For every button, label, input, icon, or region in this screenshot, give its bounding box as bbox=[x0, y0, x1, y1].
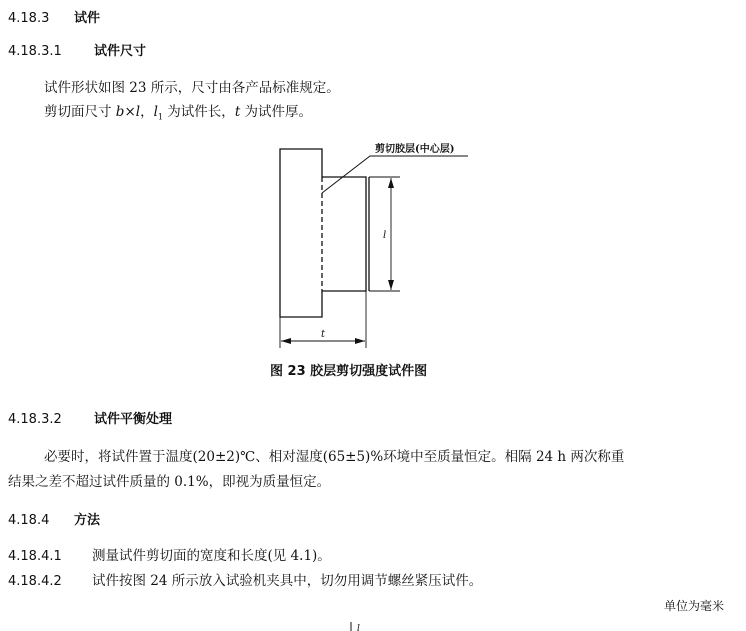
section-number: 4.18.4 bbox=[8, 513, 50, 528]
list-item bbox=[8, 569, 482, 589]
var-t: t bbox=[234, 104, 241, 120]
arrow-l-top bbox=[388, 178, 394, 188]
dimension-label-t: t bbox=[321, 329, 326, 340]
paragraph-conditioning-line2: 结果之差不超过试件质量的 0.1%，即视为质量恒定。 bbox=[8, 474, 331, 490]
heading-4-18-4 bbox=[8, 509, 100, 528]
times-sign: × bbox=[124, 104, 136, 120]
figure-caption: 图 23 胶层剪切强度试件图 bbox=[270, 364, 428, 379]
item-text: 测量试件剪切面的宽度和长度(见 4.1)。 bbox=[92, 548, 331, 564]
dimension-label-l: l bbox=[383, 230, 387, 241]
unit-note: 单位为毫米 bbox=[663, 599, 724, 613]
annotation-glue-layer: 剪切胶层(中心层) bbox=[375, 144, 455, 155]
text-run: 为试件长， bbox=[163, 104, 235, 120]
specimen-outline bbox=[280, 149, 366, 317]
section-title: 试件 bbox=[74, 11, 101, 26]
leader-line bbox=[322, 156, 468, 193]
subscript: 1 bbox=[157, 112, 164, 122]
arrow-l-bottom bbox=[388, 280, 394, 290]
paragraph-shape: 试件形状如图 23 所示，尺寸由各产品标准规定。 bbox=[44, 80, 340, 96]
section-title: 方法 bbox=[74, 513, 101, 528]
var-l1: l bbox=[153, 104, 158, 120]
var-b: b bbox=[115, 104, 125, 120]
text-run: 为试件厚。 bbox=[240, 104, 313, 120]
arrow-t-left bbox=[281, 338, 291, 344]
item-number: 4.18.4.1 bbox=[8, 549, 62, 564]
section-title: 试件平衡处理 bbox=[94, 412, 173, 427]
section-number: 4.18.3.1 bbox=[8, 44, 62, 59]
item-text: 试件按图 24 所示放入试验机夹具中，切勿用调节螺丝紧压试件。 bbox=[92, 573, 483, 589]
arrow-t-right bbox=[355, 338, 365, 344]
section-number: 4.18.3.2 bbox=[8, 412, 62, 427]
paragraph-conditioning-line1: 必要时，将试件置于温度(20±2)℃、相对湿度(65±5)%环境中至质量恒定。相隔 24 h 两次称重 bbox=[44, 449, 625, 465]
comma: ， bbox=[140, 104, 154, 120]
text-run: 剪切面尺寸 bbox=[44, 104, 116, 120]
var-l: l bbox=[135, 104, 141, 120]
section-number: 4.18.3 bbox=[8, 11, 50, 26]
section-title: 试件尺寸 bbox=[94, 44, 147, 59]
item-number: 4.18.4.2 bbox=[8, 574, 62, 589]
next-figure-fragment-label: l bbox=[357, 624, 360, 631]
list-item bbox=[8, 544, 331, 564]
heading-4-18-3-2 bbox=[8, 408, 172, 427]
